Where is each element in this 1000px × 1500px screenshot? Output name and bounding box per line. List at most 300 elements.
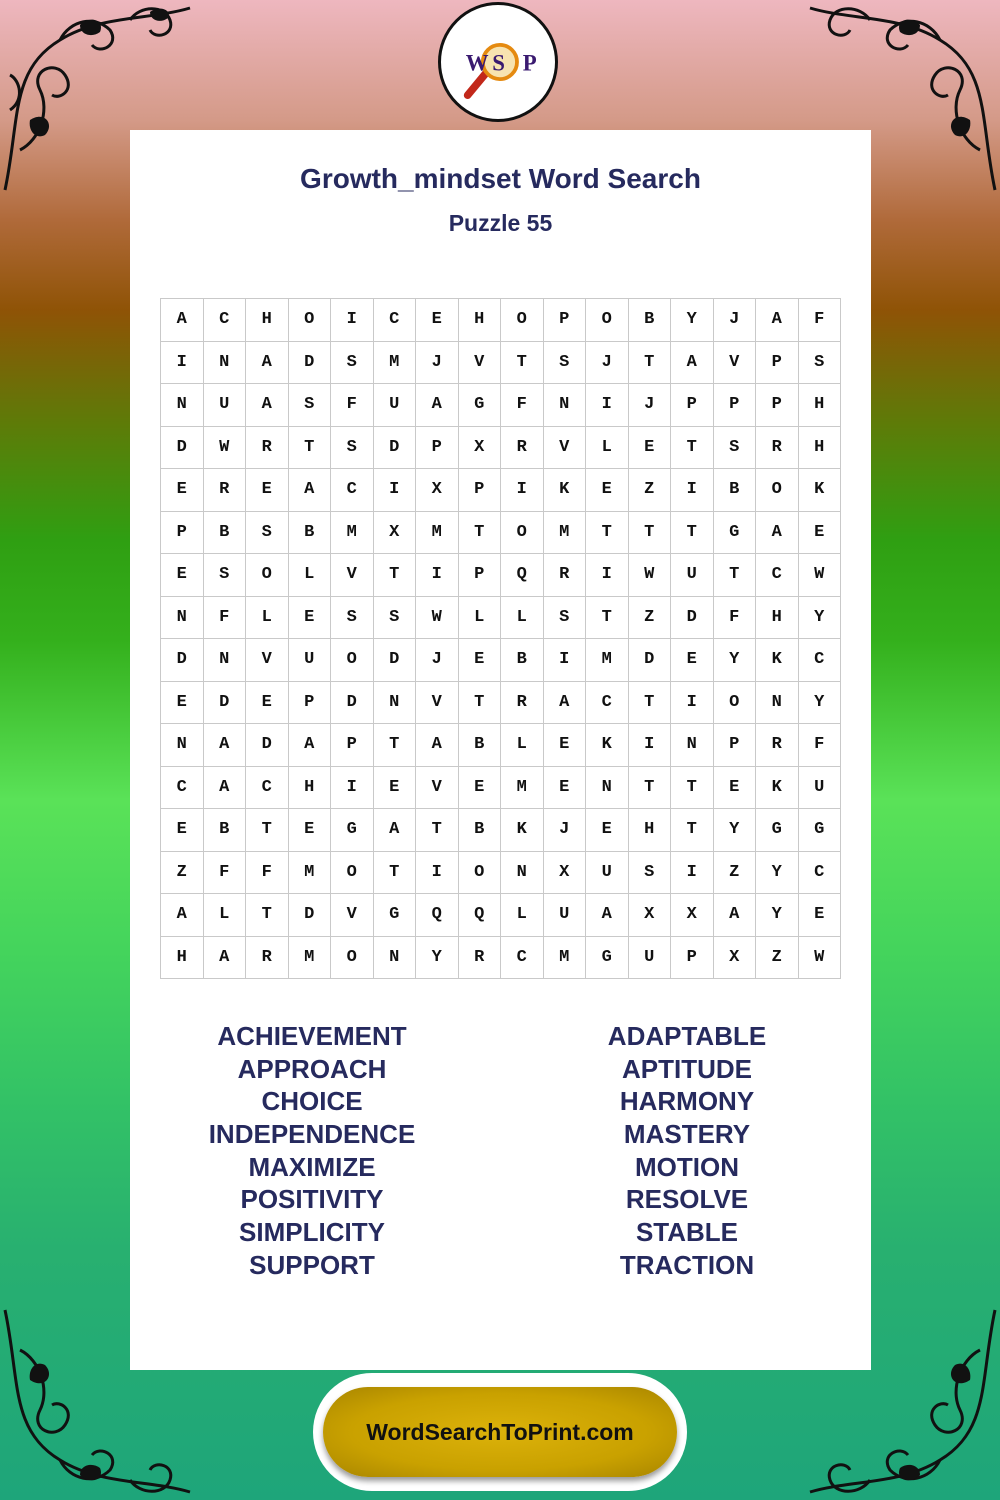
grid-cell[interactable]: X <box>458 426 501 469</box>
grid-cell[interactable]: C <box>246 766 289 809</box>
grid-cell[interactable]: E <box>161 554 204 597</box>
grid-cell[interactable]: H <box>798 384 841 427</box>
grid-cell[interactable]: I <box>161 341 204 384</box>
grid-cell[interactable]: E <box>798 511 841 554</box>
grid-cell[interactable]: I <box>671 469 714 512</box>
grid-cell[interactable]: X <box>373 511 416 554</box>
grid-cell[interactable]: M <box>543 936 586 979</box>
grid-cell[interactable]: U <box>373 384 416 427</box>
site-link-label: WordSearchToPrint.com <box>366 1418 634 1445</box>
grid-cell[interactable]: I <box>543 639 586 682</box>
grid-cell[interactable]: P <box>331 724 374 767</box>
grid-cell[interactable]: E <box>288 596 331 639</box>
word-list-item: INDEPENDENCE <box>208 1119 416 1150</box>
grid-cell[interactable]: P <box>756 341 799 384</box>
grid-cell[interactable]: F <box>798 724 841 767</box>
grid-cell[interactable]: F <box>501 384 544 427</box>
grid-cell[interactable]: A <box>288 724 331 767</box>
grid-cell[interactable]: N <box>373 936 416 979</box>
grid-cell[interactable]: T <box>458 681 501 724</box>
word-list-item: RESOLVE <box>625 1184 749 1215</box>
grid-cell[interactable]: N <box>161 724 204 767</box>
grid-cell[interactable]: R <box>501 681 544 724</box>
grid-row <box>161 639 841 682</box>
grid-cell[interactable]: A <box>203 936 246 979</box>
grid-cell[interactable]: D <box>373 639 416 682</box>
grid-cell[interactable]: V <box>331 894 374 937</box>
grid-cell[interactable]: E <box>161 809 204 852</box>
grid-cell[interactable]: T <box>288 426 331 469</box>
grid-cell[interactable]: I <box>373 469 416 512</box>
grid-cell[interactable]: F <box>246 851 289 894</box>
grid-cell[interactable]: V <box>416 681 459 724</box>
grid-cell[interactable]: P <box>288 681 331 724</box>
grid-cell[interactable]: T <box>246 809 289 852</box>
grid-cell[interactable]: Y <box>713 809 756 852</box>
grid-cell[interactable]: O <box>331 639 374 682</box>
grid-cell[interactable]: E <box>458 639 501 682</box>
site-link-button[interactable] <box>323 1387 677 1477</box>
grid-cell[interactable]: C <box>161 766 204 809</box>
grid-cell[interactable]: N <box>203 341 246 384</box>
grid-cell[interactable]: A <box>288 469 331 512</box>
grid-cell[interactable]: P <box>458 469 501 512</box>
grid-cell[interactable]: R <box>543 554 586 597</box>
grid-cell[interactable]: P <box>756 384 799 427</box>
grid-cell[interactable]: U <box>543 894 586 937</box>
grid-cell[interactable]: L <box>246 596 289 639</box>
grid-cell[interactable]: C <box>203 299 246 342</box>
grid-cell[interactable]: D <box>331 681 374 724</box>
grid-cell[interactable]: M <box>373 341 416 384</box>
grid-row <box>161 299 841 342</box>
grid-cell[interactable]: B <box>501 639 544 682</box>
grid-cell[interactable]: R <box>246 936 289 979</box>
grid-cell[interactable]: Q <box>416 894 459 937</box>
grid-cell[interactable]: T <box>373 851 416 894</box>
grid-cell[interactable]: W <box>203 426 246 469</box>
grid-cell[interactable]: D <box>288 341 331 384</box>
grid-cell[interactable]: K <box>586 724 629 767</box>
grid-cell[interactable]: B <box>458 809 501 852</box>
grid-cell[interactable]: Y <box>671 299 714 342</box>
grid-cell[interactable]: V <box>458 341 501 384</box>
grid-cell[interactable]: A <box>713 894 756 937</box>
grid-cell[interactable]: K <box>756 639 799 682</box>
grid-cell[interactable]: Y <box>713 639 756 682</box>
grid-cell[interactable]: T <box>628 681 671 724</box>
grid-cell[interactable]: E <box>586 469 629 512</box>
grid-cell[interactable]: V <box>543 426 586 469</box>
grid-cell[interactable]: J <box>628 384 671 427</box>
grid-cell[interactable]: Z <box>628 469 671 512</box>
grid-cell[interactable]: E <box>628 426 671 469</box>
grid-cell[interactable]: O <box>246 554 289 597</box>
grid-cell[interactable]: A <box>543 681 586 724</box>
grid-cell[interactable]: V <box>246 639 289 682</box>
grid-cell[interactable]: O <box>713 681 756 724</box>
grid-cell[interactable]: B <box>203 809 246 852</box>
word-list-item: SUPPORT <box>249 1249 375 1280</box>
word-list-item: ACHIEVEMENT <box>217 1021 407 1051</box>
grid-cell[interactable]: I <box>416 554 459 597</box>
grid-cell[interactable]: M <box>288 851 331 894</box>
grid-cell[interactable]: L <box>501 724 544 767</box>
grid-cell[interactable]: A <box>416 724 459 767</box>
grid-cell[interactable]: O <box>288 299 331 342</box>
grid-cell[interactable]: O <box>501 299 544 342</box>
grid-cell[interactable]: S <box>628 851 671 894</box>
grid-cell[interactable]: T <box>416 809 459 852</box>
grid-cell[interactable]: B <box>458 724 501 767</box>
grid-cell[interactable]: V <box>713 341 756 384</box>
grid-cell[interactable]: U <box>628 936 671 979</box>
grid-row <box>161 596 841 639</box>
grid-cell[interactable]: Z <box>628 596 671 639</box>
grid-cell[interactable]: N <box>203 639 246 682</box>
grid-cell[interactable]: A <box>246 341 289 384</box>
grid-cell[interactable]: N <box>161 384 204 427</box>
grid-cell[interactable]: A <box>586 894 629 937</box>
word-list-item: ADAPTABLE <box>607 1021 767 1051</box>
grid-cell[interactable]: H <box>798 426 841 469</box>
grid-cell[interactable]: G <box>756 809 799 852</box>
grid-cell[interactable]: O <box>331 851 374 894</box>
grid-row <box>161 554 841 597</box>
grid-cell[interactable]: X <box>628 894 671 937</box>
grid-cell[interactable]: L <box>203 894 246 937</box>
grid-cell[interactable]: D <box>203 681 246 724</box>
grid-cell[interactable]: K <box>798 469 841 512</box>
grid-cell[interactable]: Y <box>756 851 799 894</box>
grid-cell[interactable]: C <box>798 851 841 894</box>
grid-cell[interactable]: C <box>501 936 544 979</box>
grid-cell[interactable]: G <box>458 384 501 427</box>
grid-cell[interactable]: D <box>373 426 416 469</box>
grid-cell[interactable]: K <box>756 766 799 809</box>
grid-cell[interactable]: H <box>458 299 501 342</box>
grid-cell[interactable]: U <box>203 384 246 427</box>
grid-cell[interactable]: P <box>543 299 586 342</box>
grid-cell[interactable]: G <box>373 894 416 937</box>
logo-letter-w: W <box>465 50 489 76</box>
grid-cell[interactable]: G <box>713 511 756 554</box>
grid-cell[interactable]: A <box>161 299 204 342</box>
grid-cell[interactable]: S <box>373 596 416 639</box>
grid-cell[interactable]: V <box>416 766 459 809</box>
grid-cell[interactable]: Y <box>416 936 459 979</box>
grid-cell[interactable]: I <box>586 554 629 597</box>
grid-cell[interactable]: H <box>246 299 289 342</box>
grid-cell[interactable]: S <box>288 384 331 427</box>
grid-cell[interactable]: G <box>798 809 841 852</box>
grid-cell[interactable]: T <box>373 554 416 597</box>
grid-cell[interactable]: S <box>203 554 246 597</box>
grid-cell[interactable]: T <box>628 341 671 384</box>
grid-cell[interactable]: S <box>798 341 841 384</box>
grid-cell[interactable]: L <box>586 426 629 469</box>
grid-cell[interactable]: P <box>671 936 714 979</box>
grid-cell[interactable]: T <box>246 894 289 937</box>
grid-cell[interactable]: X <box>713 936 756 979</box>
grid-row <box>161 426 841 469</box>
grid-cell[interactable]: L <box>288 554 331 597</box>
grid-cell[interactable]: U <box>798 766 841 809</box>
grid-cell[interactable]: L <box>458 596 501 639</box>
word-list-item: APTITUDE <box>622 1053 752 1084</box>
grid-cell[interactable]: E <box>288 809 331 852</box>
grid-cell[interactable]: T <box>586 511 629 554</box>
grid-cell[interactable]: Q <box>501 554 544 597</box>
grid-cell[interactable]: Z <box>713 851 756 894</box>
grid-cell[interactable]: A <box>161 894 204 937</box>
grid-cell[interactable]: T <box>501 341 544 384</box>
footer-banner[interactable] <box>313 1373 687 1491</box>
word-list-item: TRACTION <box>619 1249 755 1280</box>
grid-cell[interactable]: M <box>331 511 374 554</box>
grid-cell[interactable]: I <box>501 469 544 512</box>
grid-cell[interactable]: U <box>586 851 629 894</box>
grid-cell[interactable]: I <box>628 724 671 767</box>
grid-cell[interactable]: P <box>671 384 714 427</box>
grid-cell[interactable]: F <box>203 851 246 894</box>
grid-cell[interactable]: X <box>416 469 459 512</box>
grid-cell[interactable]: W <box>628 554 671 597</box>
grid-cell[interactable]: N <box>161 596 204 639</box>
grid-cell[interactable]: K <box>543 469 586 512</box>
grid-cell[interactable]: R <box>458 936 501 979</box>
word-list-item: APPROACH <box>237 1053 387 1084</box>
grid-cell[interactable]: D <box>288 894 331 937</box>
grid-cell[interactable]: T <box>458 511 501 554</box>
grid-cell[interactable]: I <box>416 851 459 894</box>
grid-cell[interactable]: W <box>416 596 459 639</box>
word-list-right <box>502 1020 872 1282</box>
grid-cell[interactable]: C <box>798 639 841 682</box>
grid-cell[interactable]: Q <box>458 894 501 937</box>
grid-row <box>161 809 841 852</box>
grid-cell[interactable]: A <box>373 809 416 852</box>
grid-cell[interactable]: T <box>628 511 671 554</box>
puzzle-sheet <box>130 130 871 1370</box>
grid-cell[interactable]: Y <box>798 681 841 724</box>
grid-cell[interactable]: M <box>416 511 459 554</box>
grid-cell[interactable]: A <box>246 384 289 427</box>
grid-cell[interactable]: S <box>543 596 586 639</box>
grid-cell[interactable]: T <box>713 554 756 597</box>
grid-cell[interactable]: Y <box>756 894 799 937</box>
grid-cell[interactable]: H <box>756 596 799 639</box>
grid-cell[interactable]: E <box>161 469 204 512</box>
grid-cell[interactable]: O <box>331 936 374 979</box>
grid-cell[interactable]: N <box>671 724 714 767</box>
grid-cell[interactable]: C <box>373 299 416 342</box>
grid-cell[interactable]: T <box>671 426 714 469</box>
word-list-item: MAXIMIZE <box>248 1151 376 1182</box>
grid-cell[interactable]: E <box>586 809 629 852</box>
grid-cell[interactable]: E <box>713 766 756 809</box>
grid-cell[interactable]: E <box>543 766 586 809</box>
grid-cell[interactable]: E <box>458 766 501 809</box>
grid-cell[interactable]: D <box>246 724 289 767</box>
grid-cell[interactable]: M <box>586 639 629 682</box>
grid-cell[interactable]: F <box>798 299 841 342</box>
grid-cell[interactable]: P <box>713 724 756 767</box>
logo-letter-p: P <box>522 50 537 76</box>
grid-cell[interactable]: J <box>586 341 629 384</box>
grid-cell[interactable]: I <box>586 384 629 427</box>
grid-cell[interactable]: U <box>288 639 331 682</box>
grid-cell[interactable]: F <box>203 596 246 639</box>
grid-cell[interactable]: A <box>416 384 459 427</box>
grid-cell[interactable]: B <box>203 511 246 554</box>
grid-cell[interactable]: P <box>458 554 501 597</box>
grid-cell[interactable]: R <box>246 426 289 469</box>
grid-cell[interactable]: J <box>416 639 459 682</box>
grid-cell[interactable]: W <box>798 936 841 979</box>
grid-cell[interactable]: V <box>331 554 374 597</box>
grid-cell[interactable]: E <box>543 724 586 767</box>
grid-cell[interactable]: L <box>501 894 544 937</box>
grid-row <box>161 681 841 724</box>
grid-cell[interactable]: M <box>543 511 586 554</box>
grid-cell[interactable]: R <box>203 469 246 512</box>
grid-cell[interactable]: N <box>586 766 629 809</box>
word-list-left <box>127 1020 497 1282</box>
grid-cell[interactable]: R <box>756 724 799 767</box>
grid-cell[interactable]: S <box>331 596 374 639</box>
grid-cell[interactable]: T <box>671 511 714 554</box>
grid-cell[interactable]: E <box>671 639 714 682</box>
grid-cell[interactable]: G <box>586 936 629 979</box>
grid-cell[interactable]: E <box>161 681 204 724</box>
grid-cell[interactable]: B <box>713 469 756 512</box>
grid-cell[interactable]: B <box>288 511 331 554</box>
grid-cell[interactable]: H <box>161 936 204 979</box>
grid-cell[interactable]: F <box>331 384 374 427</box>
grid-cell[interactable]: Z <box>161 851 204 894</box>
grid-cell[interactable]: S <box>331 341 374 384</box>
grid-cell[interactable]: N <box>501 851 544 894</box>
grid-cell[interactable]: N <box>756 681 799 724</box>
logo-letter-s: S <box>492 50 505 76</box>
grid-cell[interactable]: S <box>543 341 586 384</box>
letter-grid[interactable] <box>160 298 841 979</box>
word-list-item: MOTION <box>635 1151 739 1182</box>
word-list-item: CHOICE <box>261 1086 363 1117</box>
grid-row <box>161 724 841 767</box>
grid-cell[interactable]: C <box>756 554 799 597</box>
grid-cell[interactable]: G <box>331 809 374 852</box>
grid-cell[interactable]: X <box>671 894 714 937</box>
grid-cell[interactable]: S <box>246 511 289 554</box>
grid-row <box>161 384 841 427</box>
grid-cell[interactable]: X <box>543 851 586 894</box>
grid-cell[interactable]: I <box>671 851 714 894</box>
grid-cell[interactable]: D <box>161 639 204 682</box>
word-list-item: POSITIVITY <box>240 1184 384 1215</box>
grid-cell[interactable]: A <box>756 299 799 342</box>
grid-cell[interactable]: E <box>373 766 416 809</box>
grid-cell[interactable]: T <box>671 809 714 852</box>
grid-cell[interactable]: O <box>586 299 629 342</box>
wsp-logo[interactable] <box>438 2 558 122</box>
grid-row <box>161 894 841 937</box>
grid-cell[interactable]: A <box>756 511 799 554</box>
grid-cell[interactable]: T <box>586 596 629 639</box>
grid-cell[interactable]: T <box>373 724 416 767</box>
word-list-item: STABLE <box>635 1217 739 1248</box>
grid-cell[interactable]: K <box>501 809 544 852</box>
grid-cell[interactable]: S <box>713 426 756 469</box>
word-list-item: HARMONY <box>619 1086 755 1117</box>
grid-row <box>161 341 841 384</box>
grid-cell[interactable]: O <box>501 511 544 554</box>
grid-cell[interactable]: O <box>756 469 799 512</box>
grid-cell[interactable]: L <box>501 596 544 639</box>
grid-cell[interactable]: B <box>628 299 671 342</box>
grid-cell[interactable]: J <box>543 809 586 852</box>
grid-cell[interactable]: E <box>246 469 289 512</box>
grid-cell[interactable]: D <box>628 639 671 682</box>
grid-cell[interactable]: P <box>713 384 756 427</box>
puzzle-number: Puzzle 55 <box>448 210 553 236</box>
grid-cell[interactable]: R <box>756 426 799 469</box>
grid-cell[interactable]: I <box>331 299 374 342</box>
grid-row <box>161 936 841 979</box>
grid-row <box>161 469 841 512</box>
grid-cell[interactable]: T <box>628 766 671 809</box>
grid-cell[interactable]: U <box>671 554 714 597</box>
grid-cell[interactable]: D <box>161 426 204 469</box>
grid-cell[interactable]: H <box>288 766 331 809</box>
grid-cell[interactable]: S <box>331 426 374 469</box>
grid-cell[interactable]: C <box>586 681 629 724</box>
grid-cell[interactable]: O <box>458 851 501 894</box>
grid-cell[interactable]: T <box>671 766 714 809</box>
grid-cell[interactable]: A <box>671 341 714 384</box>
grid-cell[interactable]: I <box>671 681 714 724</box>
grid-row <box>161 766 841 809</box>
grid-cell[interactable]: C <box>331 469 374 512</box>
grid-cell[interactable]: Z <box>756 936 799 979</box>
grid-row <box>161 851 841 894</box>
grid-cell[interactable]: N <box>543 384 586 427</box>
grid-cell[interactable]: M <box>288 936 331 979</box>
grid-cell[interactable]: P <box>161 511 204 554</box>
grid-cell[interactable]: R <box>501 426 544 469</box>
grid-cell[interactable]: Y <box>798 596 841 639</box>
grid-cell[interactable]: E <box>246 681 289 724</box>
grid-cell[interactable]: A <box>203 766 246 809</box>
grid-cell[interactable]: F <box>713 596 756 639</box>
grid-row <box>161 511 841 554</box>
grid-cell[interactable]: N <box>373 681 416 724</box>
grid-cell[interactable]: H <box>628 809 671 852</box>
grid-cell[interactable]: D <box>671 596 714 639</box>
page-title: Growth_mindset Word Search <box>300 163 701 194</box>
grid-cell[interactable]: A <box>203 724 246 767</box>
word-list-item: MASTERY <box>623 1119 751 1150</box>
grid-cell[interactable]: J <box>416 341 459 384</box>
grid-cell[interactable]: W <box>798 554 841 597</box>
grid-cell[interactable]: E <box>416 299 459 342</box>
grid-cell[interactable]: E <box>798 894 841 937</box>
grid-cell[interactable]: I <box>331 766 374 809</box>
grid-cell[interactable]: P <box>416 426 459 469</box>
grid-cell[interactable]: M <box>501 766 544 809</box>
grid-cell[interactable]: J <box>713 299 756 342</box>
